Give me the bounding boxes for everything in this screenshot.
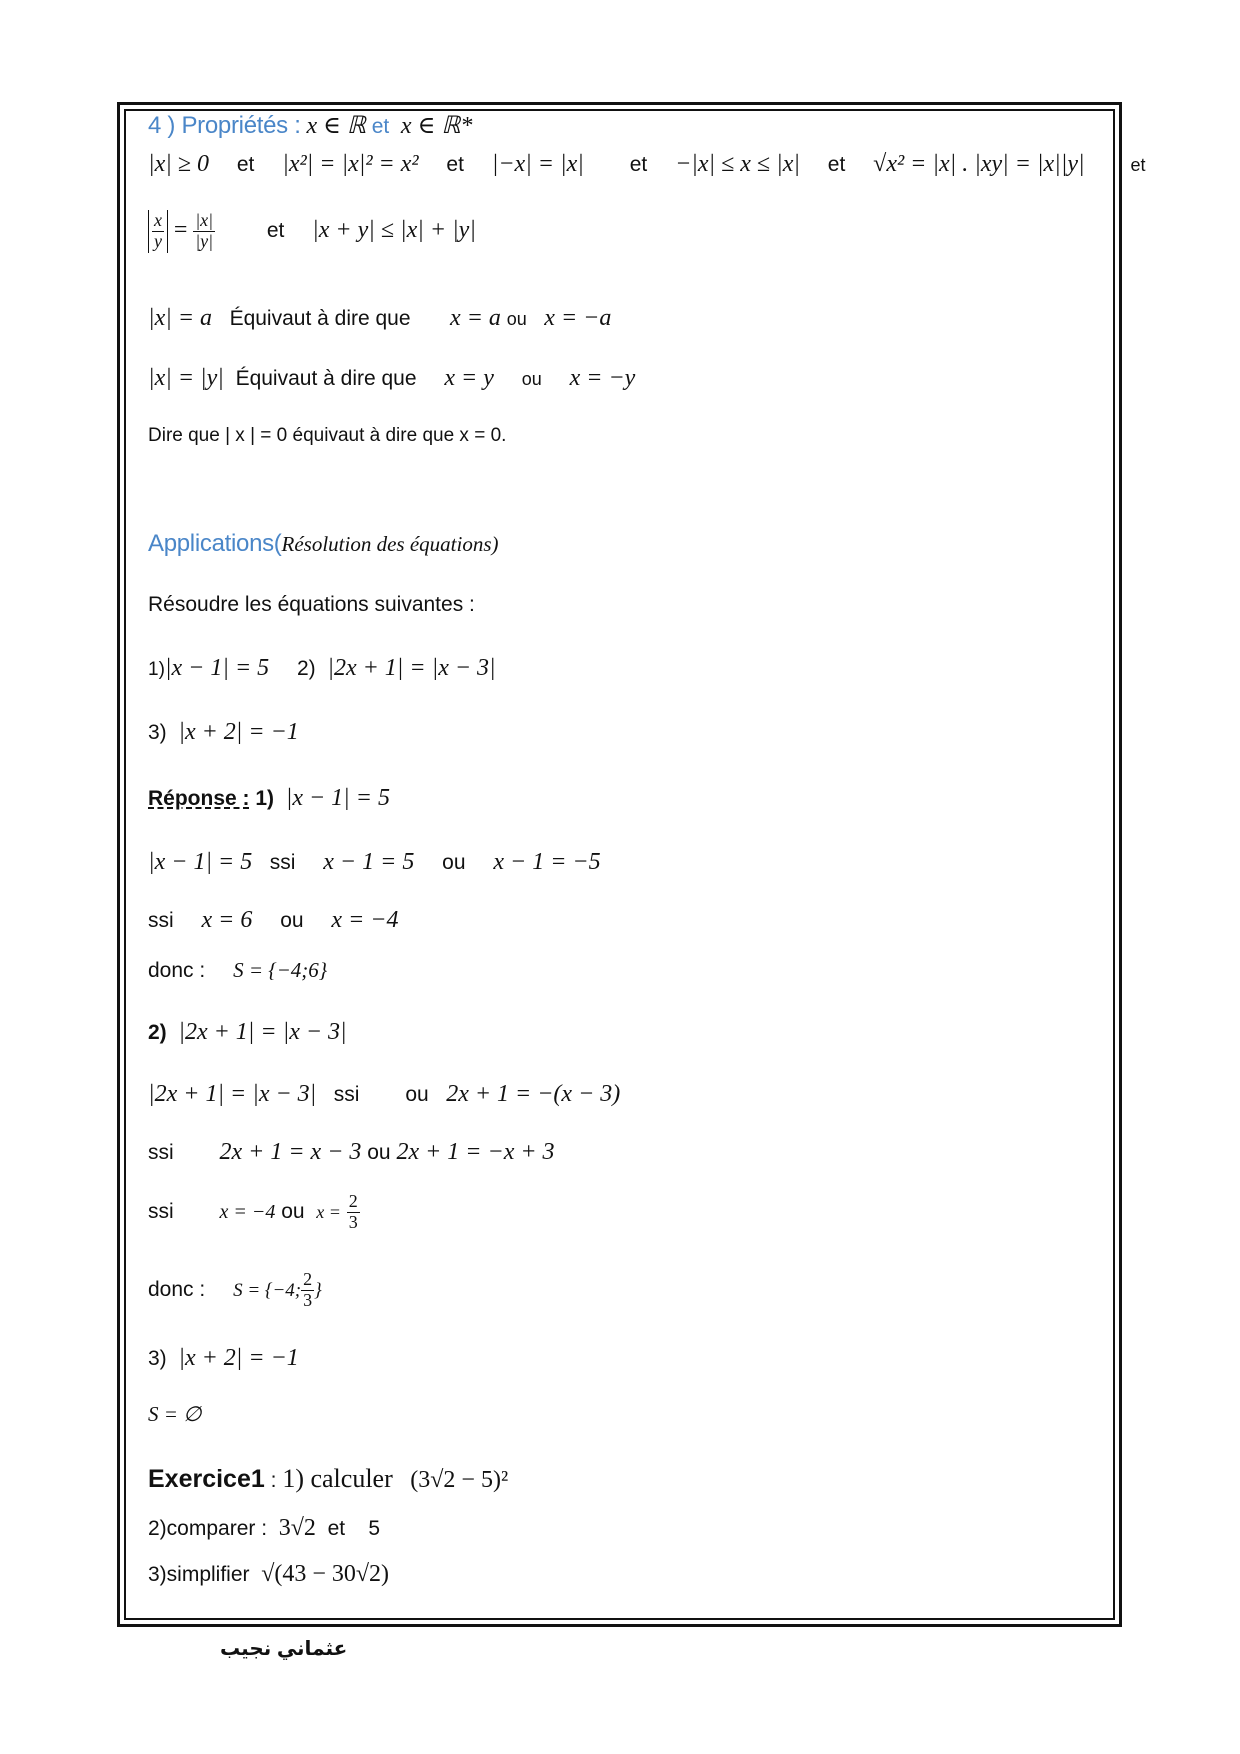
a3-solution-set: S = ∅ [148, 1402, 202, 1426]
frac-right [193, 211, 215, 252]
a1-l2-r2: x = −4 [331, 907, 399, 933]
equiv-y-line [148, 366, 635, 390]
answer2-line-1 [148, 1082, 620, 1106]
a2-l3-ou: ou [281, 1199, 305, 1223]
heading-math-1: x ∈ ℝ [306, 113, 366, 139]
exercise-q1-math: (3√2 − 5)² [410, 1467, 509, 1493]
exercise-q3-math: √(43 − 30√2) [261, 1561, 390, 1587]
frac-left [152, 211, 164, 252]
footer-author: عثماني نجيب [220, 1638, 348, 1660]
a1-l2-ssi: ssi [148, 909, 174, 932]
q1-label: 1) [148, 659, 165, 680]
a1-solution-set: S = {−4;6} [233, 958, 328, 982]
a1-l1-eq: |x − 1| = 5 [148, 849, 253, 875]
equiv-y-r1: x = y [444, 365, 494, 391]
properties-line-2: $\frac{x}{y}$ = $\frac{|x|}{|y|}$ et |x + y| ≤ |x| + |y| [148, 210, 476, 253]
equiv-a-r2: x = −a [544, 305, 612, 331]
a2-l1-ou: ou [405, 1083, 429, 1106]
a2-solution-pre: S = {−4; [233, 1279, 302, 1301]
equiv-y-lhs: |x| = |y| [148, 365, 224, 391]
a2-l3-num: 2 [348, 1191, 358, 1211]
a1-l1-r2: x − 1 = −5 [493, 849, 601, 875]
a2-label: 2) [148, 1021, 167, 1044]
frac-right-num: |x| [195, 210, 214, 230]
a2-l2-r2: 2x + 1 = −x + 3 [396, 1139, 555, 1165]
answer-part1-label: 1) [255, 787, 275, 810]
answer1-line-2 [148, 908, 398, 932]
answer2-line-2 [148, 1140, 555, 1164]
frac-right-den: |y| [195, 230, 214, 251]
prop-sqrt-product: √x² = |x| . |xy| = |x||y| [873, 151, 1085, 177]
a2-l3-r1: x = −4 [219, 1200, 276, 1223]
properties-heading-line [148, 114, 472, 138]
a2-solution-den: 3 [303, 1289, 313, 1310]
prop-et-3: et [629, 153, 648, 176]
a1-l1-ou: ou [442, 851, 466, 874]
exercise-q2-math1: 3√2 [278, 1515, 316, 1541]
exercise-line-1 [148, 1466, 508, 1492]
answer2-heading [148, 1020, 347, 1044]
q3-equation: |x + 2| = −1 [178, 719, 299, 745]
a2-l3-ssi: ssi [148, 1199, 174, 1223]
prop-line2-et: et [266, 218, 285, 242]
a1-l1-ssi: ssi [269, 851, 296, 874]
a2-l2-ou: ou [367, 1141, 391, 1164]
a2-l3-r2-pre: x = [316, 1201, 341, 1222]
answer-heading-line [148, 786, 390, 810]
applications-intro: Résoudre les équations suivantes : [148, 593, 475, 616]
equiv-a-r1: x = a [450, 305, 501, 331]
a2-donc: donc : [148, 1277, 206, 1301]
a2-solution-post: } [314, 1279, 322, 1301]
prop-et-5: et [1130, 155, 1146, 175]
exercise-title: Exercice1 [148, 1465, 265, 1493]
a2-l2-ssi: ssi [148, 1141, 174, 1164]
properties-line-1 [148, 152, 1145, 176]
question-line-1 [148, 656, 496, 680]
equiv-y-r2: x = −y [569, 365, 636, 391]
q1-equation: |x − 1| = 5 [164, 655, 270, 681]
prop-bounds: −|x| ≤ x ≤ |x| [675, 151, 800, 177]
answer2-line-3 [148, 1192, 360, 1233]
answer-part1-equation: |x − 1| = 5 [285, 785, 390, 811]
a3-label: 3) [148, 1347, 167, 1370]
a2-l3-frac [347, 1192, 360, 1233]
a2-solution-frac [301, 1270, 314, 1311]
a2-l1-ssi: ssi [333, 1083, 360, 1106]
answer1-line-1 [148, 850, 601, 874]
a2-l1-r: 2x + 1 = −(x − 3) [446, 1081, 621, 1107]
a2-l2-r1: 2x + 1 = x − 3 [219, 1139, 362, 1165]
a1-l2-r1: x = 6 [201, 907, 253, 933]
exercise-line-3 [148, 1562, 389, 1586]
a2-l1-eq: |2x + 1| = |x − 3| [148, 1081, 317, 1107]
exercise-colon: : [270, 1469, 277, 1492]
equiv-a-lhs: |x| = a [148, 305, 213, 331]
exercise-q1: 1) calculer [282, 1464, 393, 1493]
question-line-2 [148, 720, 299, 744]
heading-math-2: x ∈ ℝ* [400, 113, 473, 139]
applications-subtitle: Résolution des équations) [281, 532, 499, 556]
q2-label: 2) [297, 657, 316, 680]
prop-abs-nonneg: |x| ≥ 0 [148, 151, 210, 177]
prop-et-1: et [236, 153, 255, 176]
properties-heading: 4 ) Propriétés : [148, 112, 301, 139]
frac-abs [148, 210, 168, 253]
applications-heading: Applications( [148, 530, 282, 557]
exercise-q2-et: et [327, 1517, 346, 1540]
equiv-y-text: Équivaut à dire que [235, 367, 417, 390]
answer-label: Réponse : [148, 787, 250, 810]
applications-heading-line [148, 532, 499, 556]
a2-solution-num: 2 [303, 1269, 313, 1289]
exercise-q2: 2)comparer : [148, 1517, 268, 1540]
a1-l1-r1: x − 1 = 5 [323, 849, 415, 875]
answer3-line [148, 1346, 299, 1370]
exercise-line-2 [148, 1516, 380, 1540]
q2-equation: |2x + 1| = |x − 3| [327, 655, 496, 681]
a1-l2-ou: ou [280, 909, 304, 932]
zero-line: Dire que | x | = 0 équivaut à dire que x = 0. [148, 425, 507, 446]
a3-equation: |x + 2| = −1 [178, 1345, 299, 1371]
a2-l3-den: 3 [348, 1211, 358, 1232]
exercise-q3: 3)simplifier [148, 1563, 250, 1586]
prop-et-4: et [827, 153, 846, 176]
equiv-a-line [148, 306, 611, 330]
prop-neg: |−x| = |x| [491, 151, 584, 177]
a2-equation: |2x + 1| = |x − 3| [178, 1019, 347, 1045]
a1-donc: donc : [148, 959, 206, 982]
prop-triangle: |x + y| ≤ |x| + |y| [312, 216, 476, 243]
equiv-y-ou: ou [521, 369, 542, 389]
exercise-q2-math2: 5 [368, 1517, 381, 1540]
answer2-solution [148, 1270, 322, 1311]
heading-et: et [371, 115, 390, 138]
equiv-a-text: Équivaut à dire que [229, 307, 411, 330]
frac-left-den: y [154, 230, 162, 251]
answer3-solution [148, 1404, 201, 1425]
q3-label: 3) [148, 721, 167, 744]
equiv-a-ou: ou [506, 309, 527, 329]
answer1-solution [148, 960, 327, 981]
prop-et-2: et [446, 153, 464, 176]
frac-left-num: x [154, 210, 162, 230]
prop-square: |x²| = |x|² = x² [282, 151, 419, 177]
